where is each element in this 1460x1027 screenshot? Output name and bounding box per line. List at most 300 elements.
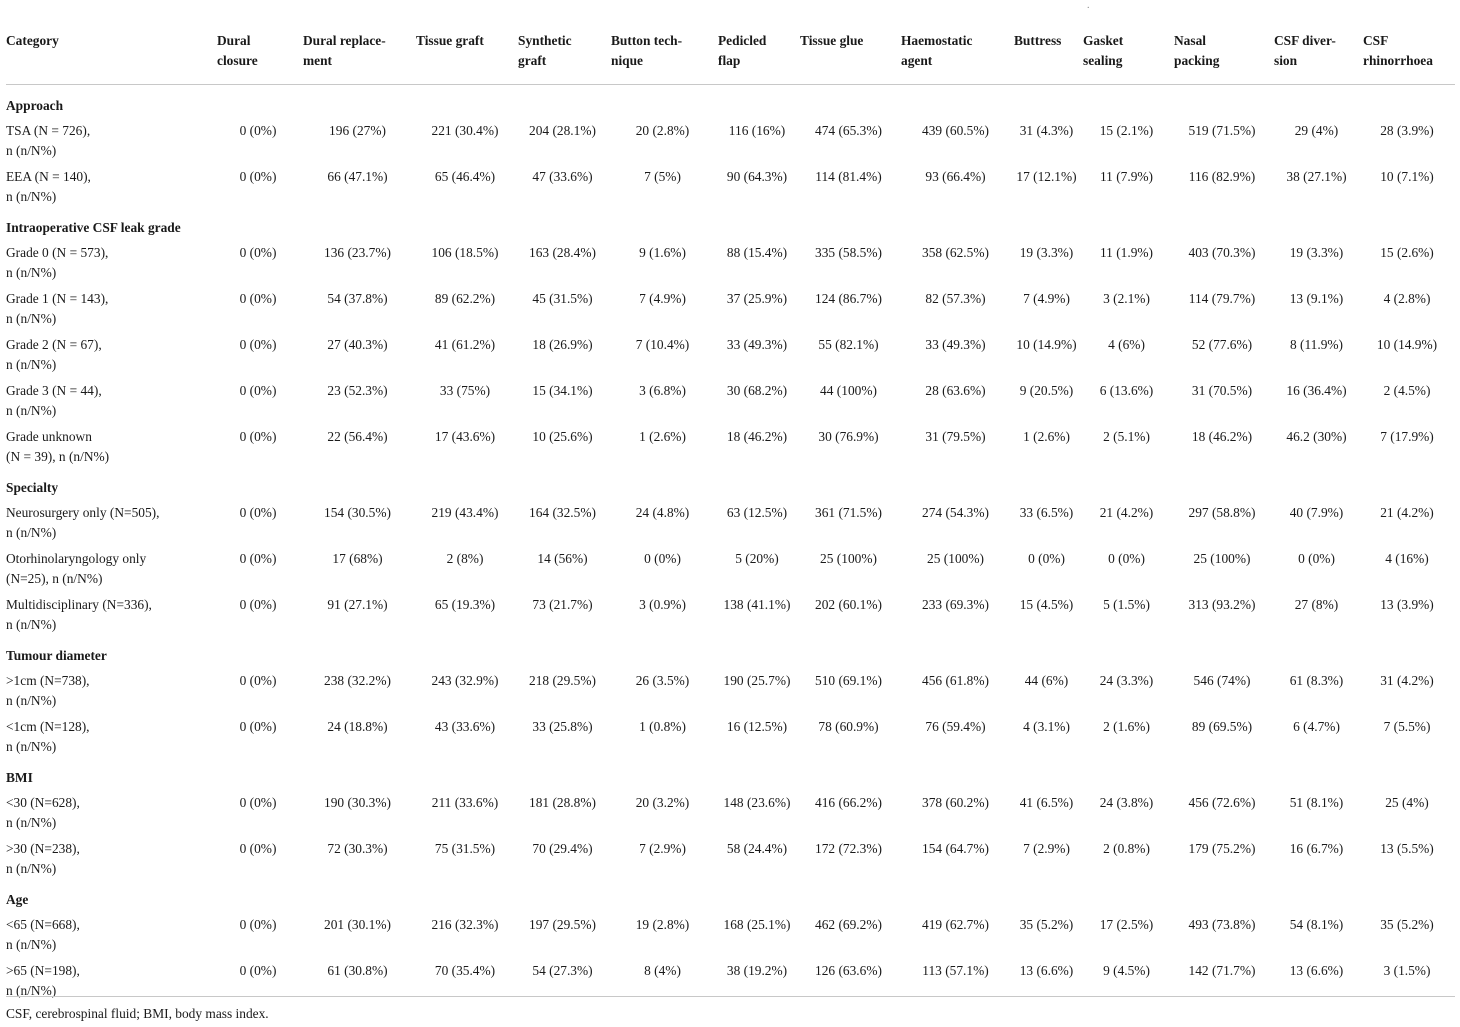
table-cell: 82 (57.3%) (925, 291, 986, 306)
table-cell: 16 (6.7%) (1289, 841, 1344, 856)
table-cell: 7 (10.4%) (635, 337, 690, 352)
table-cell: 519 (71.5%) (1188, 123, 1256, 138)
column-header-line: Category (6, 33, 59, 48)
table-row (6, 788, 1455, 834)
table-cell: 0 (0%) (239, 963, 277, 978)
row-label-line: Multidisciplinary (N=336), (6, 597, 152, 612)
table-cell: 17 (12.1%) (1016, 169, 1077, 184)
table-cell: 456 (61.8%) (922, 673, 989, 688)
table-cell: 13 (5.5%) (1380, 841, 1434, 856)
row-label (6, 544, 217, 590)
table-cell: 33 (49.3%) (925, 337, 986, 352)
section-row (6, 758, 1455, 788)
table-cell: 15 (2.1%) (1099, 123, 1154, 138)
table-cell: 204 (28.1%) (529, 123, 596, 138)
table-cell: 30 (68.2%) (726, 383, 788, 398)
row-label-line: <1cm (N=128), (6, 719, 90, 734)
table-cell: 0 (0%) (1108, 551, 1145, 566)
table-cell: 181 (28.8%) (529, 795, 596, 810)
table-cell: 24 (3.3%) (1099, 673, 1154, 688)
table-cell: 114 (81.4%) (815, 169, 882, 184)
row-label (6, 284, 217, 330)
table-cell: 26 (3.5%) (635, 673, 690, 688)
table-cell: 493 (73.8%) (1188, 917, 1256, 932)
column-header-line: CSF (1363, 33, 1389, 48)
row-label-line: Otorhinolaryngology only (6, 551, 147, 566)
table-cell: 510 (69.1%) (815, 673, 882, 688)
column-header-line: graft (518, 53, 547, 68)
table-cell: 114 (79.7%) (1188, 291, 1256, 306)
column-header-line: Buttress (1014, 33, 1062, 48)
row-label (6, 788, 217, 834)
table-cell: 21 (4.2%) (1099, 505, 1154, 520)
row-label-line: Grade 0 (N = 573), (6, 245, 109, 260)
table-cell: 90 (64.3%) (726, 169, 788, 184)
table-cell: 41 (61.2%) (434, 337, 496, 352)
table-cell: 4 (16%) (1385, 551, 1429, 566)
table-cell: 0 (0%) (1028, 551, 1065, 566)
table-cell: 54 (8.1%) (1289, 917, 1344, 932)
table-cell: 238 (32.2%) (324, 673, 391, 688)
table-cell: 4 (6%) (1108, 337, 1145, 352)
table-cell: 25 (100%) (1193, 551, 1251, 566)
table-row (6, 376, 1455, 422)
table-cell: 27 (40.3%) (327, 337, 388, 352)
table-cell: 403 (70.3%) (1188, 245, 1256, 260)
section-title: BMI (6, 770, 33, 785)
table-row (6, 422, 1455, 468)
row-label-line: n (n/N%) (6, 617, 57, 632)
row-label-line: Grade 3 (N = 44), (6, 383, 102, 398)
row-label (6, 238, 217, 284)
table-cell: 22 (56.4%) (327, 429, 388, 444)
table-cell: 25 (100%) (927, 551, 984, 566)
table-cell: 2 (5.1%) (1103, 429, 1150, 444)
table-cell: 0 (0%) (644, 551, 681, 566)
column-header (217, 0, 303, 85)
table-cell: 91 (27.1%) (327, 597, 388, 612)
table-cell: 44 (6%) (1024, 673, 1069, 688)
table-cell: 0 (0%) (239, 505, 277, 520)
section-title: Age (6, 892, 29, 907)
table-cell: 18 (26.9%) (532, 337, 593, 352)
table-row (6, 238, 1455, 284)
table-cell: 274 (54.3%) (922, 505, 989, 520)
table-cell: 35 (5.2%) (1019, 917, 1074, 932)
table-cell: 15 (4.5%) (1019, 597, 1074, 612)
row-label-line: Grade unknown (6, 429, 92, 444)
table-cell: 361 (71.5%) (815, 505, 882, 520)
row-label-line: n (n/N%) (6, 189, 57, 204)
table-cell: 31 (79.5%) (925, 429, 986, 444)
table-cell: 0 (0%) (239, 795, 277, 810)
table-cell: 0 (0%) (239, 841, 277, 856)
table-cell: 0 (0%) (1298, 551, 1335, 566)
table-cell: 10 (14.9%) (1376, 337, 1438, 352)
table-cell: 28 (3.9%) (1380, 123, 1434, 138)
column-header-line: Haemostatic (901, 33, 973, 48)
table-cell: 16 (12.5%) (726, 719, 788, 734)
column-header-line: sion (1274, 53, 1298, 68)
column-header (6, 0, 217, 85)
table-cell: 7 (5%) (644, 169, 681, 184)
table-cell: 201 (30.1%) (324, 917, 391, 932)
column-header-line: rhinorrhoea (1363, 53, 1433, 68)
table-cell: 10 (7.1%) (1380, 169, 1434, 184)
table-body (6, 85, 1455, 1006)
row-label-line: <30 (N=628), (6, 795, 80, 810)
column-header-line: Tissue glue (800, 33, 864, 48)
table-cell: 43 (33.6%) (434, 719, 496, 734)
table-cell: 462 (69.2%) (815, 917, 882, 932)
table-cell: 6 (13.6%) (1099, 383, 1154, 398)
table-cell: 416 (66.2%) (815, 795, 882, 810)
table-cell: 61 (30.8%) (327, 963, 388, 978)
table-cell: 88 (15.4%) (726, 245, 788, 260)
table-cell: 106 (18.5%) (431, 245, 499, 260)
table-cell: 13 (6.6%) (1019, 963, 1074, 978)
table-cell: 9 (4.5%) (1103, 963, 1150, 978)
table-cell: 0 (0%) (239, 169, 277, 184)
table-cell: 163 (28.4%) (529, 245, 596, 260)
table-cell: 33 (75%) (439, 383, 491, 398)
table-cell: 5 (20%) (735, 551, 779, 566)
row-label-line: n (n/N%) (6, 937, 57, 952)
table-cell: 243 (32.9%) (431, 673, 499, 688)
table-row (6, 116, 1455, 162)
table-cell: 63 (12.5%) (726, 505, 788, 520)
table-cell: 4 (2.8%) (1383, 291, 1431, 306)
row-label-line: n (n/N%) (6, 861, 57, 876)
row-label (6, 116, 217, 162)
column-header (800, 0, 901, 85)
table-cell: 45 (31.5%) (532, 291, 593, 306)
column-header-line: packing (1174, 53, 1220, 68)
table-cell: 474 (65.3%) (815, 123, 882, 138)
row-label (6, 834, 217, 880)
table-cell: 124 (86.7%) (815, 291, 882, 306)
table-cell: 17 (2.5%) (1099, 917, 1154, 932)
table-cell: 89 (69.5%) (1191, 719, 1253, 734)
row-label-line: EEA (N = 140), (6, 169, 91, 184)
row-label-line: >30 (N=238), (6, 841, 80, 856)
row-label-line: >65 (N=198), (6, 963, 80, 978)
table-cell: 2 (8%) (446, 551, 484, 566)
table-cell: 11 (7.9%) (1099, 169, 1154, 184)
row-label-line: n (n/N%) (6, 693, 57, 708)
table-cell: 136 (23.7%) (324, 245, 391, 260)
table-cell: 23 (52.3%) (327, 383, 388, 398)
table-cell: 75 (31.5%) (434, 841, 496, 856)
table-cell: 190 (25.7%) (723, 673, 791, 688)
row-label-line: <65 (N=668), (6, 917, 80, 932)
table-cell: 35 (5.2%) (1380, 917, 1434, 932)
column-header (718, 0, 800, 85)
table-cell: 1 (0.8%) (639, 719, 686, 734)
table-cell: 24 (3.8%) (1099, 795, 1154, 810)
table-cell: 25 (4%) (1385, 795, 1429, 810)
row-label (6, 910, 217, 956)
row-label-line: n (n/N%) (6, 265, 57, 280)
table-cell: 19 (2.8%) (635, 917, 690, 932)
table-cell: 20 (3.2%) (635, 795, 690, 810)
row-label (6, 422, 217, 468)
table-cell: 0 (0%) (239, 597, 277, 612)
section-title: Intraoperative CSF leak grade (6, 220, 181, 235)
row-label-line: n (n/N%) (6, 143, 57, 158)
row-label-line: Grade 2 (N = 67), (6, 337, 102, 352)
table-cell: 33 (6.5%) (1019, 505, 1074, 520)
table-cell: 7 (2.9%) (639, 841, 686, 856)
table-cell: 233 (69.3%) (922, 597, 989, 612)
row-label (6, 712, 217, 758)
section-title: Specialty (6, 480, 59, 495)
table-cell: 202 (60.1%) (815, 597, 882, 612)
table-cell: 335 (58.5%) (815, 245, 882, 260)
table-cell: 0 (0%) (239, 123, 277, 138)
column-header-line: Gasket (1083, 33, 1124, 48)
table-cell: 116 (82.9%) (1188, 169, 1256, 184)
table-cell: 17 (68%) (332, 551, 383, 566)
table-cell: 3 (6.8%) (639, 383, 686, 398)
table-cell: 10 (14.9%) (1016, 337, 1077, 352)
table-cell: 8 (4%) (644, 963, 681, 978)
column-header (1014, 0, 1083, 85)
table-cell: 73 (21.7%) (532, 597, 593, 612)
row-label-line: Neurosurgery only (N=505), (6, 505, 160, 520)
table-cell: 65 (46.4%) (434, 169, 496, 184)
table-cell: 219 (43.4%) (431, 505, 499, 520)
table-cell: 197 (29.5%) (529, 917, 596, 932)
row-label-line: n (n/N%) (6, 525, 57, 540)
table-cell: 16 (36.4%) (1286, 383, 1347, 398)
table-cell: 0 (0%) (239, 551, 277, 566)
table-cell: 1 (2.6%) (639, 429, 686, 444)
table-cell: 216 (32.3%) (431, 917, 499, 932)
table-cell: 93 (66.4%) (925, 169, 986, 184)
table-cell: 5 (1.5%) (1103, 597, 1150, 612)
table-cell: 297 (58.8%) (1188, 505, 1256, 520)
table-cell: 546 (74%) (1193, 673, 1251, 688)
row-label-line: TSA (N = 726), (6, 123, 91, 138)
table-cell: 148 (23.6%) (723, 795, 791, 810)
row-label (6, 498, 217, 544)
table-cell: 47 (33.6%) (532, 169, 593, 184)
table-cell: 13 (6.6%) (1289, 963, 1344, 978)
table-cell: 4 (3.1%) (1023, 719, 1070, 734)
table-cell: 20 (2.8%) (635, 123, 690, 138)
table-cell: 190 (30.3%) (324, 795, 391, 810)
table-cell: 7 (17.9%) (1380, 429, 1434, 444)
table-row (6, 590, 1455, 636)
table-row (6, 284, 1455, 330)
table-cell: 51 (8.1%) (1289, 795, 1344, 810)
row-label-line: n (n/N%) (6, 983, 57, 998)
column-header (303, 0, 416, 85)
column-header-line: Nasal (1174, 33, 1206, 48)
table-cell: 3 (1.5%) (1383, 963, 1431, 978)
table-cell: 89 (62.2%) (434, 291, 496, 306)
table-cell: 8 (11.9%) (1289, 337, 1344, 352)
row-label (6, 590, 217, 636)
section-row (6, 468, 1455, 498)
table-cell: 211 (33.6%) (431, 795, 499, 810)
corner-mark: . (1087, 0, 1090, 11)
table-cell: 113 (57.1%) (922, 963, 989, 978)
table-header (6, 0, 1455, 85)
row-label-line: (N = 39), n (n/N%) (6, 449, 110, 464)
table-cell: 27 (8%) (1294, 597, 1339, 612)
table-cell: 72 (30.3%) (327, 841, 388, 856)
table-cell: 54 (27.3%) (532, 963, 593, 978)
column-header-line: nique (611, 53, 644, 68)
column-header-line: Pedicled (718, 33, 767, 48)
table-cell: 1 (2.6%) (1023, 429, 1070, 444)
table-cell: 24 (18.8%) (327, 719, 388, 734)
table-cell: 55 (82.1%) (818, 337, 879, 352)
table-cell: 0 (0%) (239, 245, 277, 260)
table-cell: 70 (35.4%) (434, 963, 496, 978)
table-cell: 9 (20.5%) (1019, 383, 1074, 398)
table-cell: 358 (62.5%) (922, 245, 989, 260)
table-cell: 164 (32.5%) (529, 505, 596, 520)
table-cell: 7 (5.5%) (1383, 719, 1431, 734)
table-cell: 18 (46.2%) (1191, 429, 1253, 444)
section-title: Approach (6, 98, 64, 113)
column-header-line: flap (718, 53, 741, 68)
table-cell: 33 (25.8%) (532, 719, 593, 734)
table-cell: 7 (4.9%) (1023, 291, 1070, 306)
table-cell: 66 (47.1%) (327, 169, 388, 184)
table-row (6, 544, 1455, 590)
row-label-line: n (n/N%) (6, 357, 57, 372)
table-cell: 78 (60.9%) (818, 719, 879, 734)
section-row (6, 85, 1455, 117)
table-cell: 15 (34.1%) (532, 383, 593, 398)
table-cell: 11 (1.9%) (1099, 245, 1154, 260)
table-cell: 31 (70.5%) (1191, 383, 1253, 398)
table-cell: 2 (0.8%) (1103, 841, 1150, 856)
table-cell: 21 (4.2%) (1380, 505, 1434, 520)
table-row (6, 834, 1455, 880)
table-cell: 3 (0.9%) (639, 597, 686, 612)
table-cell: 19 (3.3%) (1019, 245, 1074, 260)
table-cell: 13 (9.1%) (1289, 291, 1344, 306)
table-row (6, 162, 1455, 208)
table-cell: 30 (76.9%) (818, 429, 879, 444)
table-cell: 138 (41.1%) (723, 597, 791, 612)
row-label-line: (N=25), n (n/N%) (6, 571, 103, 586)
column-header-line: Dural replace- (303, 33, 386, 48)
table-cell: 116 (16%) (728, 123, 786, 138)
column-header-line: CSF diver- (1274, 33, 1336, 48)
table-cell: 28 (63.6%) (925, 383, 986, 398)
table-cell: 54 (37.8%) (327, 291, 388, 306)
column-header-line: Tissue graft (416, 33, 484, 48)
table-row (6, 910, 1455, 956)
row-label-line: Grade 1 (N = 143), (6, 291, 109, 306)
row-label-line: n (n/N%) (6, 403, 57, 418)
table-cell: 172 (72.3%) (815, 841, 882, 856)
table-row (6, 498, 1455, 544)
column-header (1274, 0, 1363, 85)
column-header-line: sealing (1083, 53, 1123, 68)
table-cell: 24 (4.8%) (635, 505, 690, 520)
column-header-line: closure (217, 53, 258, 68)
table-cell: 0 (0%) (239, 719, 277, 734)
table-cell: 154 (30.5%) (324, 505, 391, 520)
column-header-line: Dural (217, 33, 251, 48)
table-row (6, 666, 1455, 712)
table-cell: 313 (93.2%) (1188, 597, 1256, 612)
row-label (6, 330, 217, 376)
section-title: Tumour diameter (6, 648, 107, 663)
column-header (518, 0, 611, 85)
table-cell: 10 (25.6%) (532, 429, 593, 444)
table-cell: 46.2 (30%) (1286, 429, 1347, 444)
table-cell: 0 (0%) (239, 383, 277, 398)
column-header (1363, 0, 1455, 85)
section-row (6, 636, 1455, 666)
table-cell: 154 (64.7%) (922, 841, 989, 856)
table-cell: 0 (0%) (239, 673, 277, 688)
table-cell: 2 (1.6%) (1103, 719, 1150, 734)
section-row (6, 880, 1455, 910)
table-cell: 25 (100%) (820, 551, 877, 566)
table-cell: 0 (0%) (239, 337, 277, 352)
data-table-container (6, 0, 1455, 1021)
column-header (901, 0, 1014, 85)
table-cell: 3 (2.1%) (1103, 291, 1150, 306)
table-cell: 40 (7.9%) (1289, 505, 1344, 520)
table-cell: 38 (19.2%) (726, 963, 788, 978)
table-cell: 218 (29.5%) (529, 673, 596, 688)
table-row (6, 712, 1455, 758)
table-cell: 6 (4.7%) (1293, 719, 1340, 734)
table-cell: 44 (100%) (820, 383, 877, 398)
data-table (6, 0, 1455, 1005)
table-cell: 52 (77.6%) (1191, 337, 1253, 352)
table-cell: 7 (4.9%) (639, 291, 686, 306)
column-header (1083, 0, 1174, 85)
table-cell: 378 (60.2%) (922, 795, 989, 810)
table-cell: 19 (3.3%) (1289, 245, 1344, 260)
table-cell: 18 (46.2%) (726, 429, 788, 444)
row-label (6, 162, 217, 208)
row-label-line: n (n/N%) (6, 815, 57, 830)
table-cell: 7 (2.9%) (1023, 841, 1070, 856)
table-cell: 17 (43.6%) (434, 429, 496, 444)
table-cell: 0 (0%) (239, 917, 277, 932)
table-cell: 65 (19.3%) (434, 597, 496, 612)
table-cell: 221 (30.4%) (431, 123, 499, 138)
table-cell: 37 (25.9%) (726, 291, 788, 306)
table-row (6, 330, 1455, 376)
table-cell: 15 (2.6%) (1380, 245, 1434, 260)
table-cell: 58 (24.4%) (726, 841, 788, 856)
row-label (6, 376, 217, 422)
column-header-line: ment (303, 53, 333, 68)
table-cell: 419 (62.7%) (922, 917, 989, 932)
table-cell: 41 (6.5%) (1019, 795, 1074, 810)
column-header-line: Synthetic (518, 33, 572, 48)
column-header (611, 0, 718, 85)
column-header (1174, 0, 1274, 85)
table-cell: 38 (27.1%) (1286, 169, 1347, 184)
table-cell: 76 (59.4%) (925, 719, 986, 734)
header-row (6, 0, 1455, 85)
table-cell: 439 (60.5%) (922, 123, 989, 138)
